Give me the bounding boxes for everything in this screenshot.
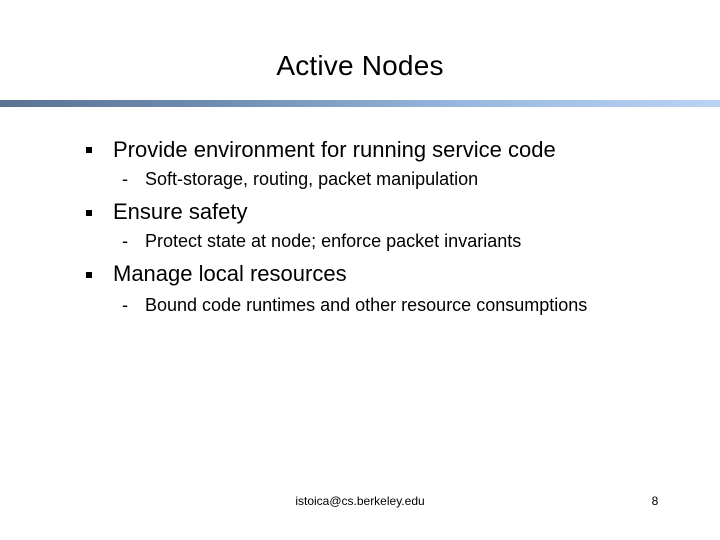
sub-bullet-dash: - [122, 231, 128, 251]
bullet-item: Ensure safety [113, 199, 248, 224]
bullet-square-icon [86, 147, 92, 153]
footer-email: istoica@cs.berkeley.edu [295, 494, 425, 508]
bullet-item: Manage local resources [113, 261, 347, 286]
bullet-item: Provide environment for running service code [113, 137, 556, 162]
sub-bullet-item: Protect state at node; enforce packet invariants [145, 231, 522, 251]
sub-bullet-dash: - [122, 295, 128, 315]
slide-title: Active Nodes [276, 50, 444, 81]
bullet-square-icon [86, 210, 92, 216]
sub-bullet-dash: - [122, 169, 128, 189]
sub-bullet-item: Bound code runtimes and other resource consumptions [145, 295, 588, 315]
title-divider [0, 100, 720, 107]
sub-bullet-item: Soft-storage, routing, packet manipulation [145, 169, 479, 189]
bullet-square-icon [86, 272, 92, 278]
page-number: 8 [651, 494, 659, 508]
